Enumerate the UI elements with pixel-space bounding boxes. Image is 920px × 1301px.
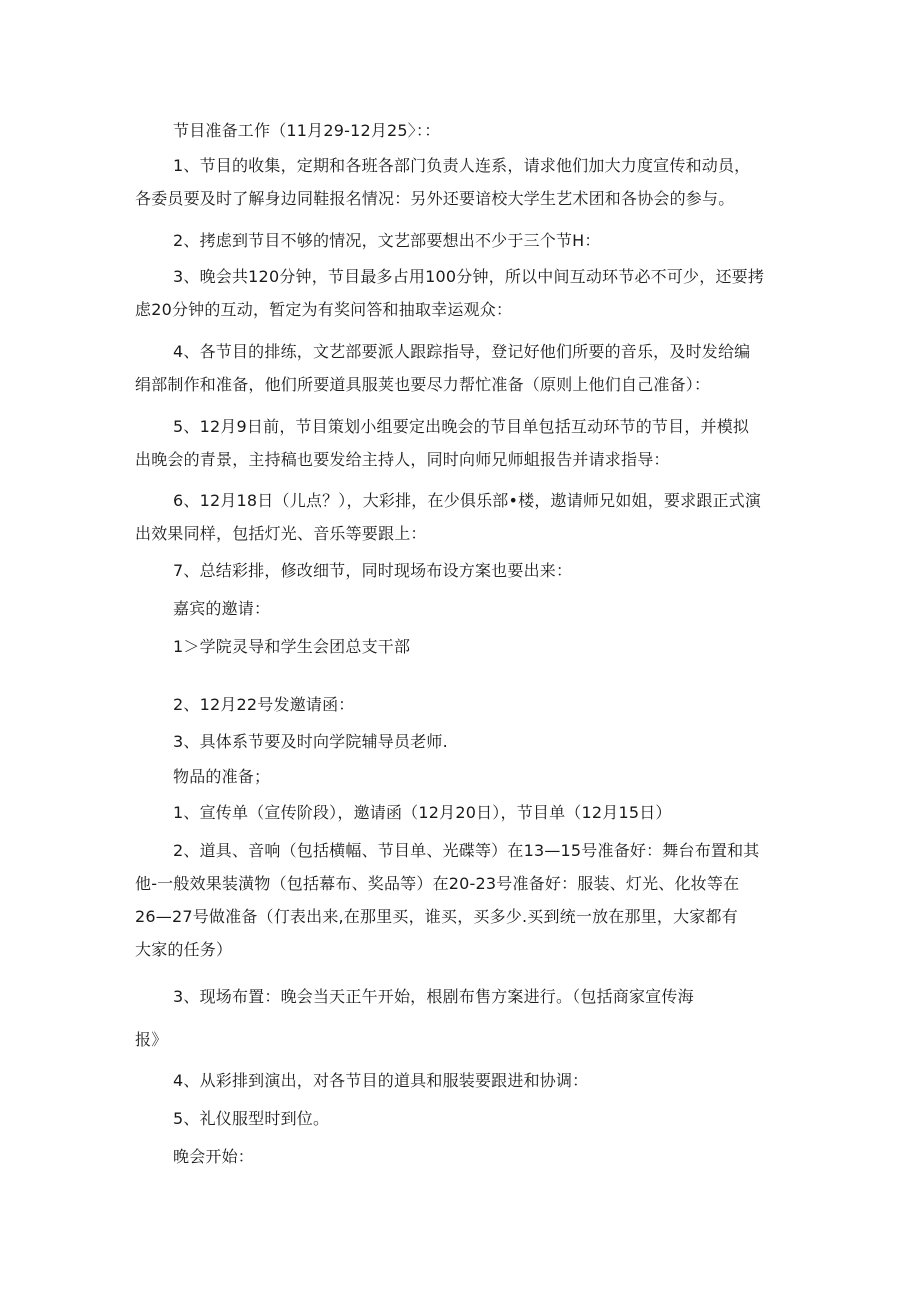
paragraph-item-3: 3、晚会共120分钟，节目最多占用100分钟，所以中间互动环节必不可少，还要拷 虑20分钟的互动，暂定为有奖问答和抽取幸运观众： bbox=[135, 267, 765, 319]
paragraph-supplies-1: 1、宣传单（宣传阶段），邀请函（12月20日），节目单（12月15日） bbox=[173, 803, 672, 822]
section-heading-supplies: 物品的准备； bbox=[173, 767, 271, 786]
paragraph-item-1: 1、节目的收集，定期和各班各部门负责人连系，请求他们加大力度宣传和动员， 各委员要及时了解身边同鞋报名情况：另外还要谙校大学生艺术团和各协会的参与。 bbox=[135, 156, 751, 208]
paragraph-item-2: 2、拷虑到节目不够的情况，文艺部要想出不少于三个节H： bbox=[173, 231, 601, 250]
paragraph-guest-1: 1＞学院灵导和学生会团总支干部 bbox=[173, 637, 411, 656]
paragraph-supplies-4: 4、从彩排到演出，对各节目的道具和服装要跟进和协调： bbox=[173, 1071, 589, 1090]
paragraph-supplies-2: 2、道具、音响（包括横幅、节目单、光碟等）在13—15号准备好：舞台布置和其 他-一般效果装潢物（包括幕布、奖品等）在20-23号准备好：服装、灯光、化妆等在 26—27号做准备（仃表出来,在那里买，谁买，买多少.买到统一放在那里，大家都有 大家的任务） bbox=[135, 841, 760, 959]
paragraph-item-5: 5、12月9日前，节目策划小组要定出晚会的节目单包括互动环节的节目，并模拟 出晚会的青景，主持稿也要发给主持人，同时向师兄师蛆报告并请求指导： bbox=[135, 417, 750, 469]
paragraph-item-7: 7、总结彩排，修改细节，同时现场布设方案也要出来： bbox=[173, 561, 573, 580]
paragraph-item-6: 6、12月18日（儿点？），大彩排，在少俱乐部•楼，遨请师兄如姐，要求跟正式演 出效果同样，包括灯光、音乐等要跟上： bbox=[135, 491, 762, 543]
section-heading-evening-start: 晚会开始： bbox=[173, 1147, 255, 1166]
section-heading-guest-invitation: 嘉宾的邀请： bbox=[173, 599, 271, 618]
paragraph-supplies-3: 3、现场布置：晚会当天正午开始，根剧布售方案进行。（包括商家宣传海 报》 bbox=[135, 987, 694, 1049]
paragraph-guest-3: 3、具体系节要及时向学院辅导员老师. bbox=[173, 732, 448, 751]
section-heading-program-prep: 节目准备工作（11月29-12月25〉：： bbox=[173, 121, 441, 140]
paragraph-item-4: 4、各节目的排练，文艺部要派人跟踪指导，登记好他们所要的音乐，及时发给编 绢部制作和准备，他们所要道具服荚也要尽力帮忙准备（原则上他们自己准备）： bbox=[135, 342, 751, 394]
paragraph-guest-2: 2、12月22号发邀请函： bbox=[173, 695, 355, 714]
paragraph-supplies-5: 5、礼仪服型时到位。 bbox=[173, 1109, 330, 1128]
